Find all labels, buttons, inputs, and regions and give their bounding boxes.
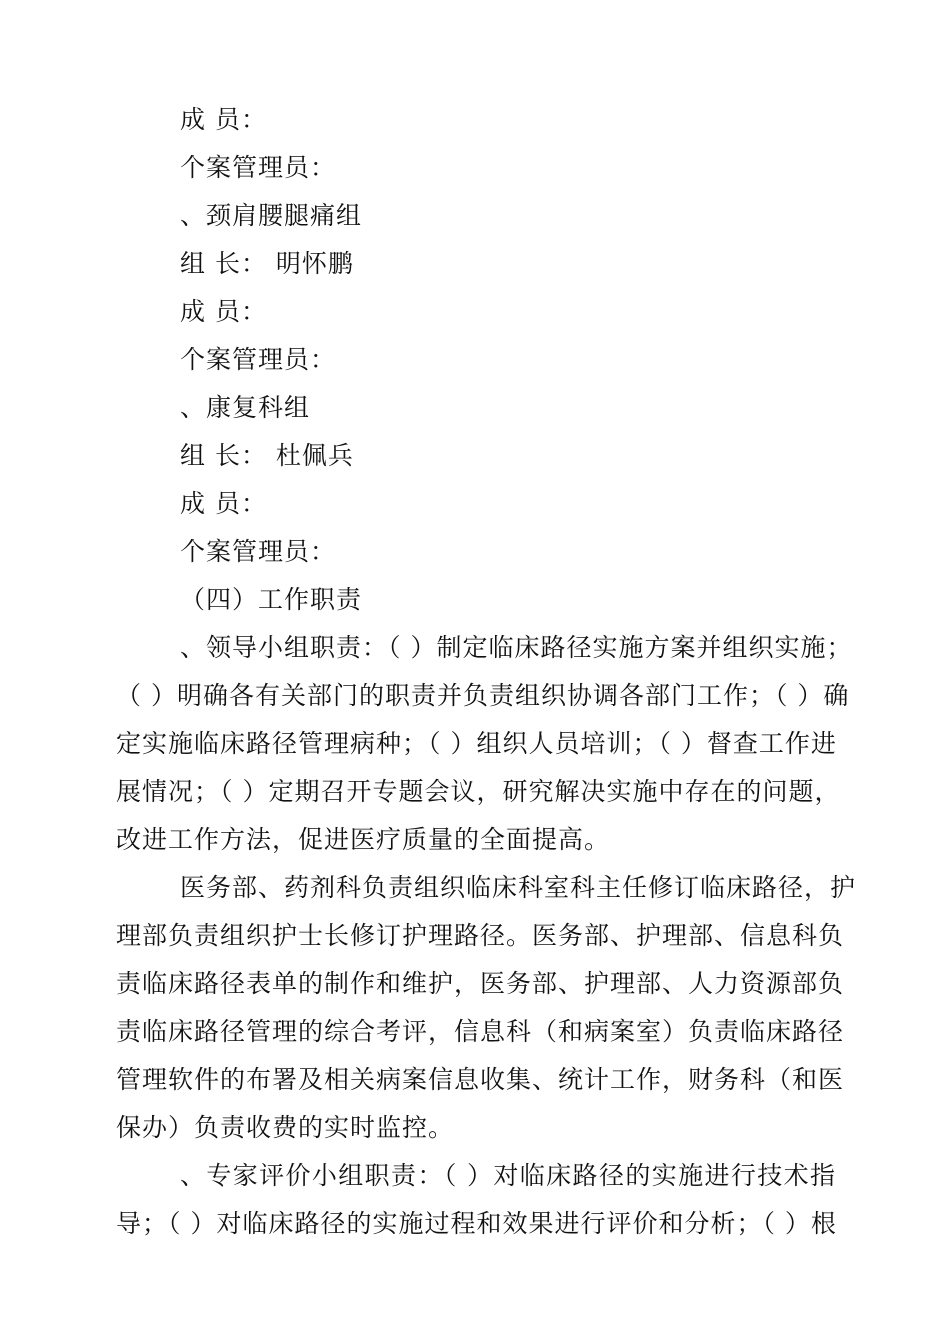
case-manager-label-1: 个案管理员： <box>180 153 337 182</box>
group-heading-neck-shoulder: 、颈肩腰腿痛组 <box>180 201 363 230</box>
paragraph-line: 定实施临床路径管理病种；（ ）组织人员培训；（ ）督查工作进 <box>116 729 837 758</box>
paragraph-line: 责临床路径管理的综合考评，信息科（和病案室）负责临床路径 <box>116 1017 845 1046</box>
member-label-3: 成 员： <box>180 489 267 518</box>
paragraph-line: 管理软件的布署及相关病案信息收集、统计工作，财务科（和医 <box>116 1065 845 1094</box>
paragraph-line: 医务部、药剂科负责组织临床科室科主任修订临床路径，护 <box>180 873 857 902</box>
paragraph-line: 改进工作方法，促进医疗质量的全面提高。 <box>116 825 611 854</box>
paragraph-line: 理部负责组织护士长修订护理路径。医务部、护理部、信息科负 <box>116 921 845 950</box>
paragraph-line: 展情况；（ ）定期召开专题会议，研究解决实施中存在的问题， <box>116 777 841 806</box>
member-label-1: 成 员： <box>180 105 267 134</box>
paragraph-line: 保办）负责收费的实时监控。 <box>116 1113 455 1142</box>
section-heading: （四）工作职责 <box>180 585 363 614</box>
member-label-2: 成 员： <box>180 297 267 326</box>
paragraph-line: 、领导小组职责：（ ）制定临床路径实施方案并组织实施； <box>180 633 853 662</box>
case-manager-label-3: 个案管理员： <box>180 537 337 566</box>
group-heading-rehab: 、康复科组 <box>180 393 311 422</box>
paragraph-line: 、专家评价小组职责：（ ）对临床路径的实施进行技术指 <box>180 1161 836 1190</box>
paragraph-line: （ ）明确各有关部门的职责并负责组织协调各部门工作；（ ）确 <box>116 681 850 710</box>
group-leader-1: 组 长： 明怀鹏 <box>180 249 354 278</box>
group-leader-2: 组 长： 杜佩兵 <box>180 441 354 470</box>
case-manager-label-2: 个案管理员： <box>180 345 337 374</box>
paragraph-line: 责临床路径表单的制作和维护，医务部、护理部、人力资源部负 <box>116 969 845 998</box>
paragraph-line: 导；（ ）对临床路径的实施过程和效果进行评价和分析；（ ）根 <box>116 1209 837 1238</box>
